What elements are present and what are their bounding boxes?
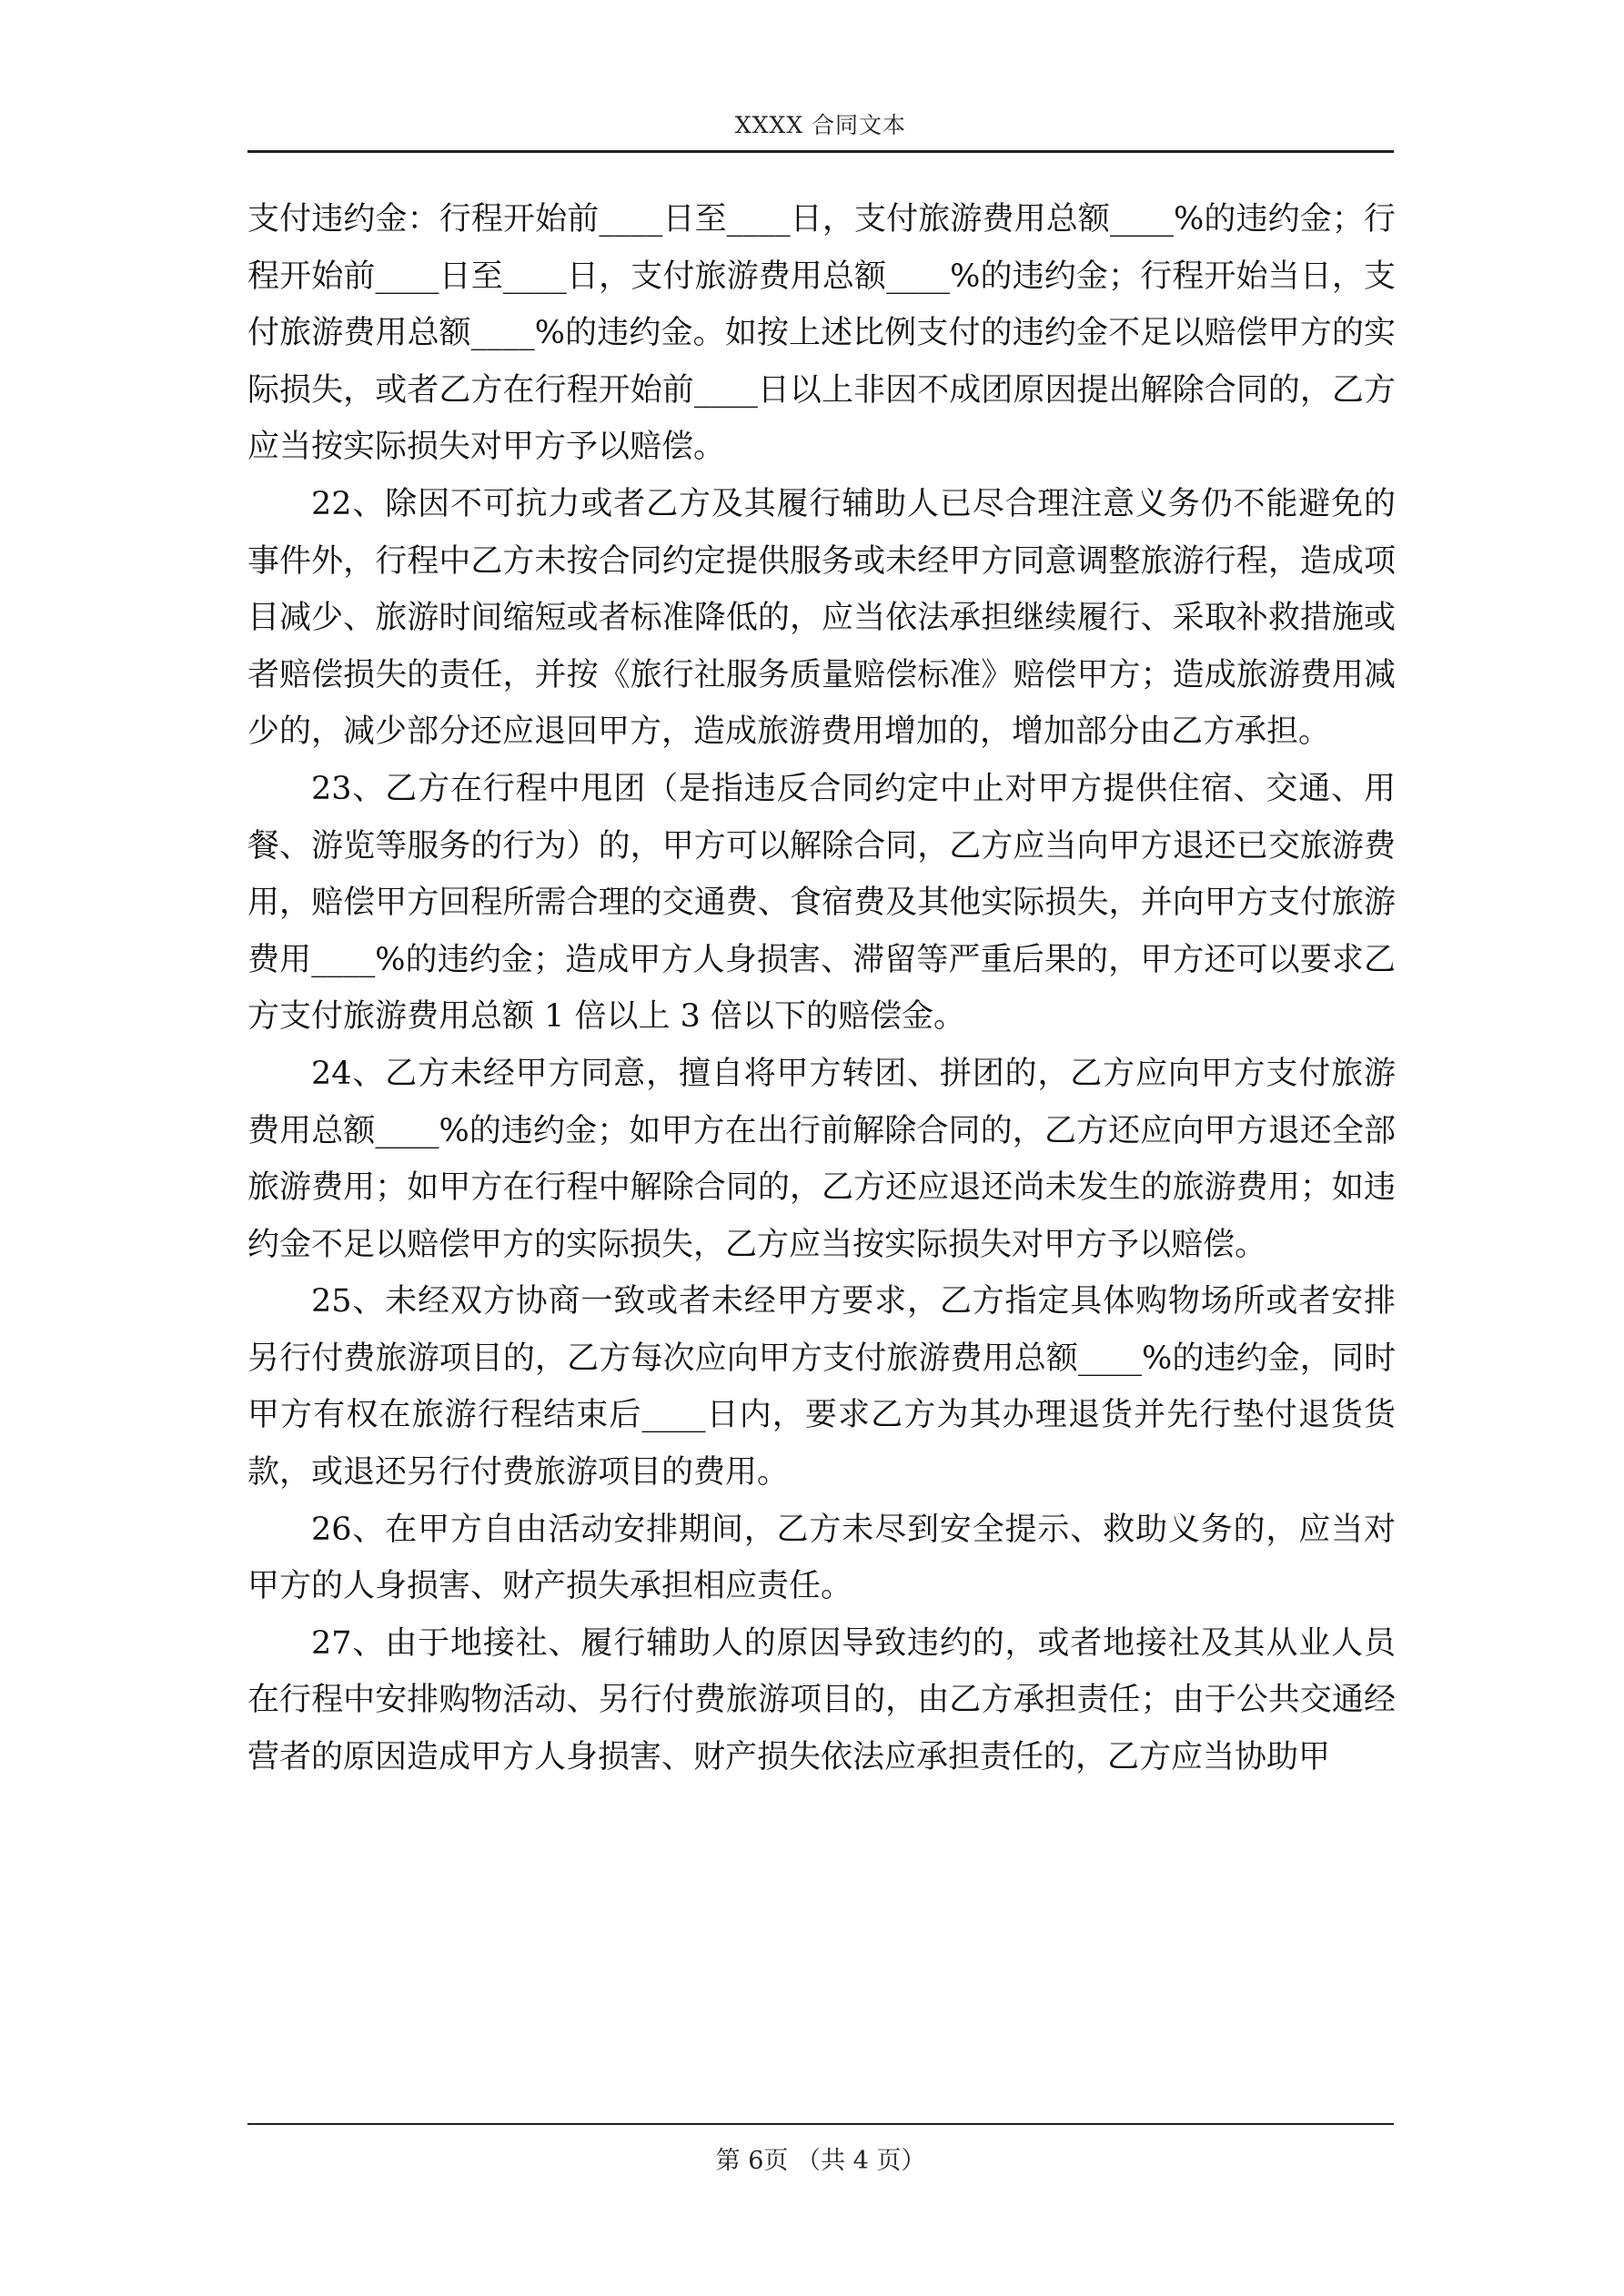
paragraph-clause-25: 25、未经双方协商一致或者未经甲方要求，乙方指定具体购物场所或者安排另行付费旅游项目的，乙方每次应向甲方支付旅游费用总额____%的违约金，同时甲方有权在旅游行程结束后____日内，要求乙方为其办理退货并先行垫付退货货款，或退还另行付费旅游项目的费用。: [247, 1283, 1396, 1492]
paragraph-continued-penalty: 支付违约金：行程开始前____日至____日，支付旅游费用总额____%的违约金；行程开始前____日至____日，支付旅游费用总额____%的违约金；行程开始当日，支付旅游费用总额____%的违约金。如按上述比例支付的违约金不足以赔偿甲方的实际损失，或者乙方在行程开始前____日以上非因不成团原因提出解除合同的，乙方应当按实际损失对甲方予以赔偿。: [247, 201, 1396, 466]
page-number: 第 6页 （共 4 页）: [715, 2147, 926, 2175]
paragraph-clause-24: 24、乙方未经甲方同意，擅自将甲方转团、拼团的，乙方应向甲方支付旅游费用总额____%的违约金；如甲方在出行前解除合同的，乙方还应向甲方退还全部旅游费用；如甲方在行程中解除合同的，乙方还应退还尚未发生的旅游费用；如违约金不足以赔偿甲方的实际损失，乙方应当按实际损失对甲方予以赔偿。: [247, 1055, 1396, 1263]
document-header-title: XXXX 合同文本: [734, 112, 907, 138]
paragraph-clause-22: 22、除因不可抗力或者乙方及其履行辅助人已尽合理注意义务仍不能避免的事件外，行程中乙方未按合同约定提供服务或未经甲方同意调整旅游行程，造成项目减少、旅游时间缩短或者标准降低的，应当依法承担继续履行、采取补救措施或者赔偿损失的责任，并按《旅行社服务质量赔偿标准》赔偿甲方；造成旅游费用减少的，减少部分还应退回甲方，造成旅游费用增加的，增加部分由乙方承担。: [247, 485, 1396, 751]
paragraph-clause-23: 23、乙方在行程中甩团（是指违反合同约定中止对甲方提供住宿、交通、用餐、游览等服务的行为）的，甲方可以解除合同，乙方应当向甲方退还已交旅游费用，赔偿甲方回程所需合理的交通费、食宿费及其他实际损失，并向甲方支付旅游费用____%的违约金；造成甲方人身损害、滞留等严重后果的，甲方还可以要求乙方支付旅游费用总额 1 倍以上 3 倍以下的赔偿金。: [247, 770, 1396, 1036]
document-body: [247, 191, 1396, 1786]
paragraph-clause-27: 27、由于地接社、履行辅助人的原因导致违约的，或者地接社及其从业人员在行程中安排购物活动、另行付费旅游项目的，由乙方承担责任；由于公共交通经营者的原因造成甲方人身损害、财产损失依法应承担责任的，乙方应当协助甲: [247, 1624, 1396, 1776]
header-divider: [247, 150, 1394, 153]
footer-divider: [247, 2123, 1394, 2125]
paragraph-clause-26: 26、在甲方自由活动安排期间，乙方未尽到安全提示、救助义务的，应当对甲方的人身损害、财产损失承担相应责任。: [247, 1511, 1396, 1605]
